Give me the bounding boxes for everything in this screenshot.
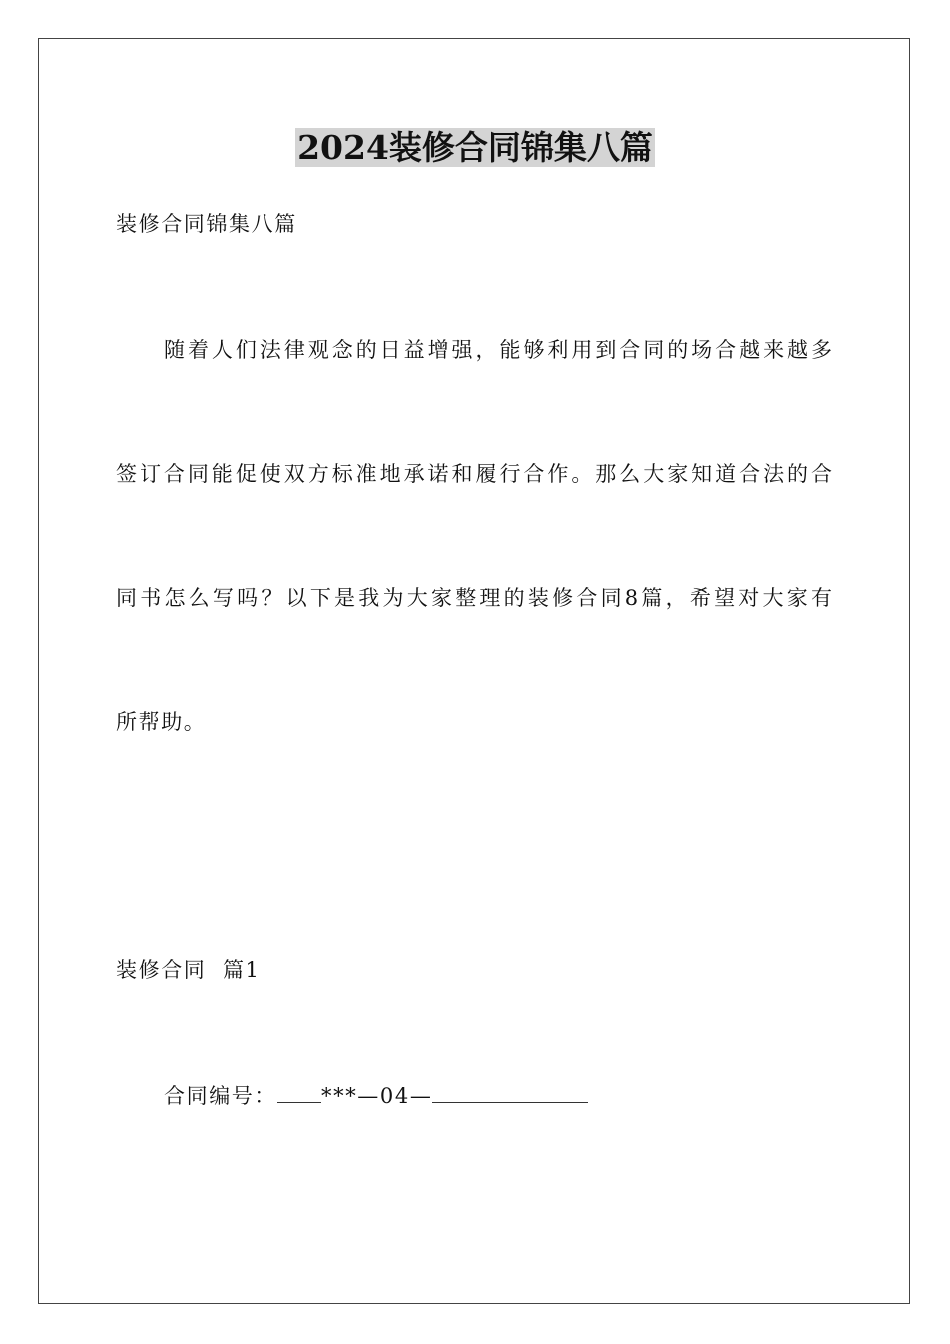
intro-paragraph-line-3: 同书怎么写吗？以下是我为大家整理的装修合同8篇，希望对大家有 bbox=[116, 586, 832, 610]
contract-number-label: 合同编号： bbox=[164, 1084, 277, 1108]
intro-paragraph-line-2: 签订合同能促使双方标准地承诺和履行合作。那么大家知道合法的合 bbox=[116, 462, 832, 486]
section-heading: 装修合同 篇1 bbox=[116, 958, 261, 982]
intro-paragraph-line-4: 所帮助。 bbox=[116, 710, 207, 734]
intro-paragraph-line-1: 随着人们法律观念的日益增强，能够利用到合同的场合越来越多 bbox=[164, 338, 832, 362]
contract-number-value: ***—04— bbox=[321, 1084, 433, 1108]
contract-number-blank-before bbox=[277, 1082, 321, 1103]
document-subtitle: 装修合同锦集八篇 bbox=[116, 212, 297, 236]
contract-number-row bbox=[164, 1082, 588, 1110]
document-title-text: 2024装修合同锦集八篇 bbox=[297, 128, 653, 167]
document-title bbox=[0, 126, 950, 170]
contract-number-blank-after bbox=[432, 1082, 588, 1103]
